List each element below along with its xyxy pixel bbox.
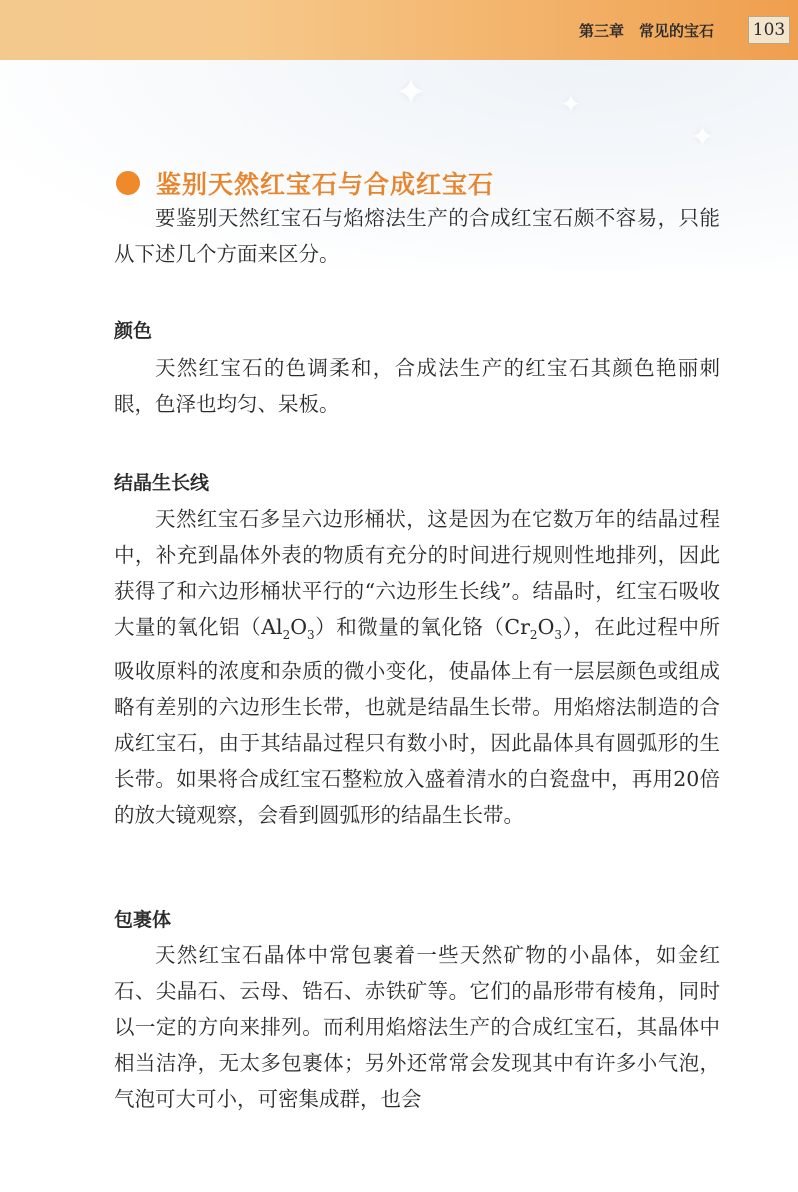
section-title: 鉴别天然红宝石与合成红宝石: [156, 170, 495, 199]
text-run: O: [290, 615, 308, 639]
text-run: 天然红宝石多呈六边形桶状，这是因为在它数万年的结晶过程中，补充到晶体外表的物质有充分的时间进行规则性地排列，因此获得了和六边形桶状平行的“六边形生长线”。结晶时，红宝石吸收大量的氧化铝（Al: [114, 507, 720, 639]
section-heading: [116, 165, 494, 201]
chapter-title: 第三章 常见的宝石: [578, 22, 714, 40]
subscript: 2: [282, 628, 291, 643]
paragraph-growth-lines: [114, 501, 720, 833]
subscript: 2: [529, 628, 538, 643]
sparkle-icon: ✦: [395, 70, 427, 114]
text-run: ），在此过程中所吸收原料的浓度和杂质的微小变化，使晶体上有一层层颜色或组成略有差别的六边形生长带，也就是结晶生长带。用焰熔法制造的合成红宝石，由于其结晶过程只有数小时，因此晶体具有圆弧形的生长带。如果将合成红宝石整粒放入盛着清水的白瓷盘中，再用20倍的放大镜观察，会看到圆弧形的结晶生长带。: [114, 615, 720, 828]
paragraph-inclusions: 天然红宝石晶体中常包裹着一些天然矿物的小晶体，如金红石、尖晶石、云母、锆石、赤铁矿等。它们的晶形带有棱角，同时以一定的方向来排列。而利用焰熔法生产的合成红宝石，其晶体中相当洁净，无太多包裹体；另外还常常会发现其中有许多小气泡，气泡可大可小，可密集成群，也会: [114, 943, 720, 1111]
sparkle-icon: ✦: [690, 120, 716, 155]
page-number: 103: [748, 16, 790, 44]
sparkle-icon: ✦: [560, 90, 582, 120]
subheading-inclusions: 包裹体: [114, 909, 172, 931]
subheading-color: 颜色: [114, 320, 153, 342]
subscript: 3: [307, 628, 315, 643]
header-band: [0, 0, 798, 62]
paragraph-color: 天然红宝石的色调柔和，合成法生产的红宝石其颜色艳丽刺眼，色泽也均匀、呆板。: [114, 356, 720, 416]
subheading-growth-lines: 结晶生长线: [114, 472, 210, 494]
intro-paragraph: 要鉴别天然红宝石与焰熔法生产的合成红宝石颇不容易，只能从下述几个方面来区分。: [114, 206, 720, 266]
text-run: ）和微量的氧化铬（Cr: [314, 615, 530, 639]
text-run: O: [537, 615, 555, 639]
bullet-icon: [116, 171, 140, 195]
subscript: 3: [554, 628, 563, 643]
